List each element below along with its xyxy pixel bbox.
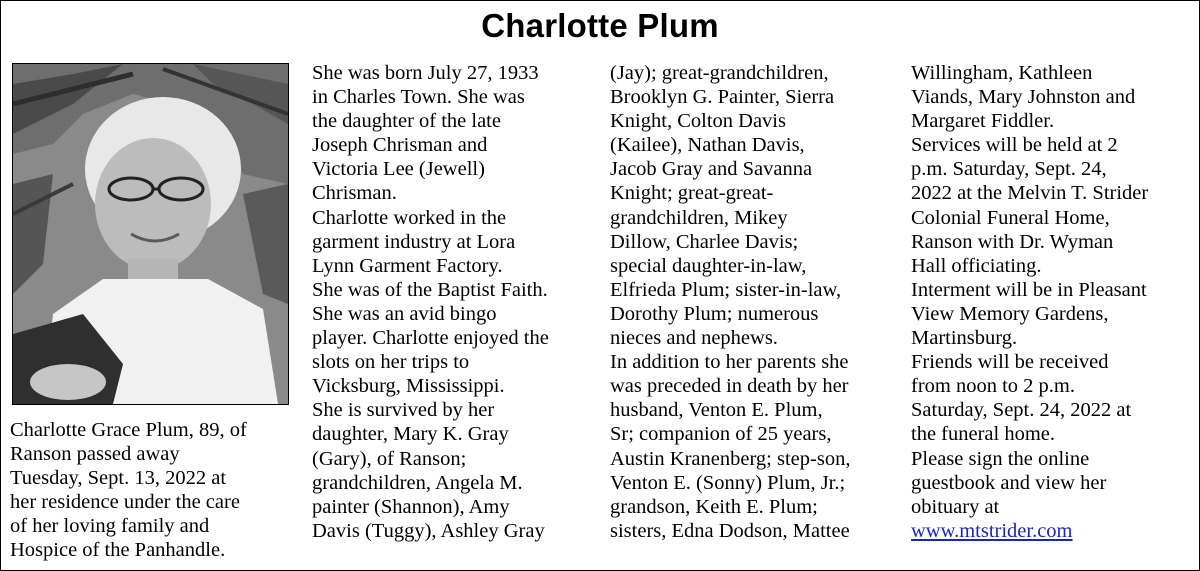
text-line: Knight; great-great- — [610, 182, 774, 205]
text-line: player. Charlotte enjoyed the — [312, 327, 549, 350]
text-line: Lynn Garment Factory. — [312, 254, 503, 277]
text-line: Vicksburg, Mississippi. — [312, 375, 505, 398]
text-line: daughter, Mary K. Gray — [312, 423, 509, 446]
text-line: guestbook and view her — [911, 471, 1107, 494]
portrait-photo-image — [13, 64, 288, 404]
text-line: sisters, Edna Dodson, Mattee — [610, 519, 850, 542]
text-line: Elfrieda Plum; sister-in-law, — [610, 278, 842, 301]
text-line: obituary at — [911, 495, 1000, 518]
text-line: was preceded in death by her — [610, 375, 849, 398]
text-line: Austin Kranenberg; step-son, — [610, 447, 851, 470]
text-line: grandson, Keith E. Plum; — [610, 495, 818, 518]
text-line: Joseph Chrisman and — [312, 134, 488, 157]
text-line: Friends will be received — [911, 351, 1109, 374]
text-line: of her loving family and — [10, 515, 210, 538]
text-line: Venton E. (Sonny) Plum, Jr.; — [610, 471, 846, 494]
text-line: in Charles Town. She was — [312, 86, 525, 109]
text-line: (Jay); great-grandchildren, — [610, 62, 829, 84]
text-line: Dorothy Plum; numerous — [610, 302, 819, 325]
text-line: Colonial Funeral Home, — [911, 206, 1110, 229]
text-line: Interment will be in Pleasant — [911, 278, 1147, 301]
text-line: Services will be held at 2 — [911, 134, 1118, 157]
text-line: Knight, Colton Davis — [610, 110, 786, 133]
text-line: from noon to 2 p.m. — [911, 375, 1075, 398]
text-line: garment industry at Lora — [312, 230, 516, 253]
text-line: She is survived by her — [312, 399, 495, 422]
text-line: Chrisman. — [312, 182, 397, 205]
text-line: painter (Shannon), Amy — [312, 495, 510, 518]
text-line: In addition to her parents she — [610, 351, 849, 374]
text-line: Saturday, Sept. 24, 2022 at — [911, 399, 1132, 422]
text-line: View Memory Gardens, — [911, 302, 1109, 325]
text-line: Viands, Mary Johnston and — [911, 86, 1136, 109]
text-line: the funeral home. — [911, 423, 1056, 446]
text-line: Jacob Gray and Savanna — [610, 158, 813, 181]
text-line: She was of the Baptist Faith. — [312, 278, 548, 301]
text-line: She was born July 27, 1933 — [312, 62, 539, 84]
text-line: nieces and nephews. — [610, 327, 778, 350]
text-line: Margaret Fiddler. — [911, 110, 1055, 133]
text-line: Hospice of the Panhandle. — [10, 539, 226, 562]
text-line: grandchildren, Mikey — [610, 206, 788, 229]
text-line: her residence under the care — [10, 491, 240, 514]
column-2 — [312, 61, 549, 543]
text-line: Brooklyn G. Painter, Sierra — [610, 86, 835, 109]
column-3 — [610, 61, 850, 543]
text-line: Please sign the online — [911, 447, 1090, 470]
obituary-title: Charlotte Plum — [481, 7, 719, 44]
text-line: the daughter of the late — [312, 110, 501, 133]
portrait-photo — [12, 63, 289, 405]
text-line: Charlotte worked in the — [312, 206, 507, 229]
text-line: (Gary), of Ranson; — [312, 447, 467, 470]
text-line: Davis (Tuggy), Ashley Gray — [312, 519, 545, 542]
column-4 — [911, 61, 1148, 543]
text-line: Tuesday, Sept. 13, 2022 at — [10, 467, 227, 490]
text-line: Charlotte Grace Plum, 89, of — [10, 419, 247, 441]
text-line: Hall officiating. — [911, 254, 1042, 277]
text-line: grandchildren, Angela M. — [312, 471, 523, 494]
text-line: Ranson passed away — [10, 443, 180, 466]
text-line: Victoria Lee (Jewell) — [312, 158, 485, 181]
text-line: slots on her trips to — [312, 351, 470, 374]
text-line: Martinsburg. — [911, 327, 1018, 350]
column-1 — [10, 418, 247, 563]
text-line: husband, Venton E. Plum, — [610, 399, 823, 422]
text-line: She was an avid bingo — [312, 302, 497, 325]
website-link[interactable]: www.mtstrider.com — [911, 519, 1073, 542]
website-link-line — [911, 519, 1148, 543]
text-line: (Kailee), Nathan Davis, — [610, 134, 805, 157]
text-line: Dillow, Charlee Davis; — [610, 230, 799, 253]
text-line: Ranson with Dr. Wyman — [911, 230, 1114, 253]
text-line: p.m. Saturday, Sept. 24, — [911, 158, 1107, 181]
text-line: Willingham, Kathleen — [911, 62, 1093, 84]
text-line: special daughter-in-law, — [610, 254, 807, 277]
text-line: 2022 at the Melvin T. Strider — [911, 182, 1149, 205]
text-line: Sr; companion of 25 years, — [610, 423, 832, 446]
